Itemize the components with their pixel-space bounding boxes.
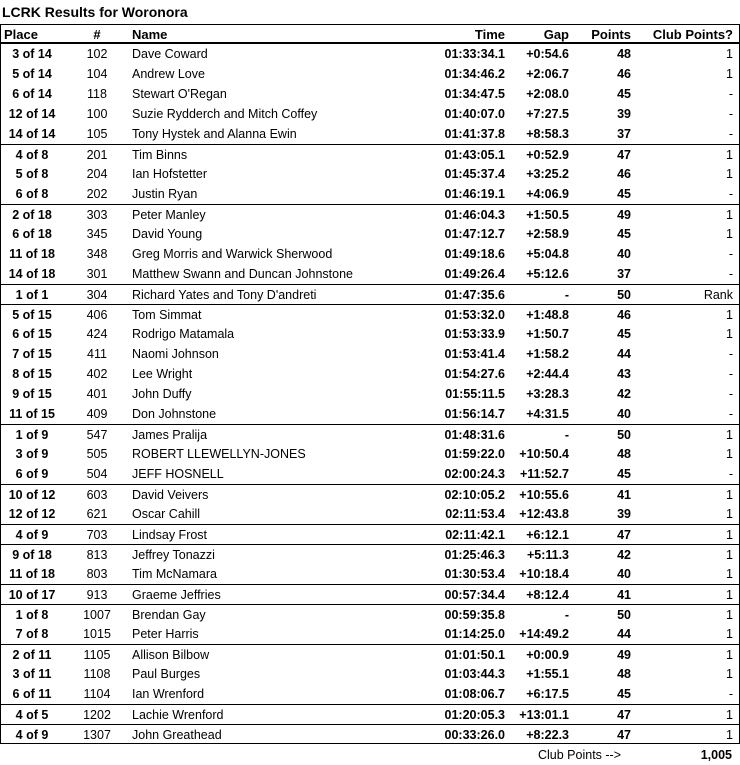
cell-number: 406 — [86, 308, 108, 322]
cell-gap: +1:58.2 — [526, 347, 569, 361]
cell-gap: +5:12.6 — [526, 267, 569, 281]
table-row — [0, 44, 740, 64]
cell-time: 01:14:25.0 — [444, 627, 505, 641]
table-row — [0, 344, 740, 364]
cell-number: 204 — [86, 167, 108, 181]
table-row — [0, 644, 740, 664]
cell-time: 01:43:05.1 — [444, 148, 505, 162]
cell-number: 348 — [86, 247, 108, 261]
cell-club-points: - — [728, 247, 733, 261]
cell-place: 1 of 8 — [15, 608, 49, 622]
cell-club-points: 1 — [726, 507, 733, 521]
table-row — [0, 84, 740, 104]
cell-points: 49 — [617, 648, 631, 662]
cell-number: 409 — [86, 407, 108, 421]
table-row — [0, 684, 740, 704]
cell-time: 01:53:32.0 — [444, 308, 505, 322]
table-row — [0, 124, 740, 144]
table-row — [0, 604, 740, 624]
table-header — [0, 24, 740, 44]
cell-number: 402 — [86, 367, 108, 381]
cell-name: Greg Morris and Warwick Sherwood — [132, 247, 333, 261]
cell-time: 01:48:31.6 — [444, 428, 505, 442]
cell-place: 14 of 14 — [8, 127, 56, 141]
cell-gap: +8:58.3 — [526, 127, 569, 141]
cell-number: 1307 — [83, 728, 111, 742]
cell-points: 49 — [617, 208, 631, 222]
header-gap: Gap — [543, 27, 569, 42]
cell-place: 6 of 11 — [12, 687, 52, 701]
cell-club-points: 1 — [726, 428, 733, 442]
cell-gap: +8:22.3 — [526, 728, 569, 742]
cell-points: 39 — [617, 507, 631, 521]
cell-name: Ian Hofstetter — [132, 167, 208, 181]
cell-time: 00:59:35.8 — [444, 608, 505, 622]
cell-place: 1 of 1 — [15, 288, 49, 302]
table-row — [0, 324, 740, 344]
cell-points: 50 — [617, 608, 631, 622]
cell-gap: +5:04.8 — [526, 247, 569, 261]
table-row — [0, 624, 740, 644]
cell-number: 1015 — [83, 627, 111, 641]
header-name: Name — [132, 27, 168, 42]
table-body — [0, 44, 740, 744]
cell-place: 4 of 9 — [15, 728, 49, 742]
table-footer — [0, 745, 740, 765]
table-row — [0, 524, 740, 544]
cell-points: 41 — [617, 588, 631, 602]
table-row — [0, 64, 740, 84]
table-row — [0, 384, 740, 404]
cell-time: 01:56:14.7 — [444, 407, 505, 421]
cell-club-points: - — [728, 127, 733, 141]
cell-points: 40 — [617, 247, 631, 261]
cell-points: 48 — [617, 447, 631, 461]
table-row — [0, 484, 740, 504]
cell-place: 14 of 18 — [8, 267, 56, 281]
cell-name: Tim McNamara — [132, 567, 217, 581]
cell-name: ROBERT LLEWELLYN-JONES — [132, 447, 306, 461]
cell-name: Ian Wrenford — [132, 687, 205, 701]
cell-gap: +6:12.1 — [526, 528, 569, 542]
table-row — [0, 464, 740, 484]
cell-club-points: 1 — [726, 728, 733, 742]
cell-time: 02:10:05.2 — [444, 488, 505, 502]
cell-number: 1007 — [83, 608, 111, 622]
cell-club-points: 1 — [726, 47, 733, 61]
cell-gap: +4:06.9 — [526, 187, 569, 201]
cell-number: 913 — [86, 588, 108, 602]
cell-points: 47 — [617, 728, 631, 742]
page-title: LCRK Results for Woronora — [2, 4, 188, 20]
cell-gap: +0:54.6 — [526, 47, 569, 61]
cell-points: 50 — [617, 288, 631, 302]
cell-gap: +5:11.3 — [526, 548, 569, 562]
cell-gap: +2:44.4 — [526, 367, 569, 381]
table-row — [0, 444, 740, 464]
cell-gap: +11:52.7 — [519, 467, 569, 481]
cell-gap: +1:48.8 — [526, 308, 569, 322]
cell-points: 45 — [617, 87, 631, 101]
cell-number: 304 — [86, 288, 108, 302]
cell-number: 201 — [86, 148, 108, 162]
cell-time: 02:11:42.1 — [445, 528, 505, 542]
cell-time: 01:46:04.3 — [444, 208, 505, 222]
cell-time: 01:25:46.3 — [444, 548, 505, 562]
cell-club-points: 1 — [726, 548, 733, 562]
cell-place: 6 of 15 — [12, 327, 52, 341]
cell-points: 45 — [617, 467, 631, 481]
cell-gap: +10:55.6 — [519, 488, 569, 502]
cell-time: 00:33:26.0 — [444, 728, 505, 742]
cell-number: 547 — [86, 428, 108, 442]
cell-club-points: 1 — [726, 528, 733, 542]
table-row — [0, 304, 740, 324]
cell-points: 45 — [617, 227, 631, 241]
cell-club-points: 1 — [726, 227, 733, 241]
cell-name: Dave Coward — [132, 47, 208, 61]
cell-points: 39 — [617, 107, 631, 121]
cell-points: 48 — [617, 667, 631, 681]
table-row — [0, 404, 740, 424]
cell-time: 01:08:06.7 — [444, 687, 505, 701]
cell-name: John Duffy — [132, 387, 192, 401]
cell-place: 9 of 15 — [12, 387, 52, 401]
cell-number: 202 — [86, 187, 108, 201]
cell-points: 47 — [617, 708, 631, 722]
cell-club-points: 1 — [726, 567, 733, 581]
cell-place: 12 of 14 — [8, 107, 56, 121]
cell-time: 01:34:47.5 — [444, 87, 505, 101]
cell-number: 813 — [86, 548, 108, 562]
table-row — [0, 204, 740, 224]
cell-club-points: 1 — [726, 608, 733, 622]
cell-place: 2 of 18 — [12, 208, 52, 222]
club-points-total: 1,005 — [700, 748, 732, 762]
cell-time: 01:53:33.9 — [444, 327, 505, 341]
header-club-points: Club Points? — [652, 27, 733, 42]
cell-club-points: 1 — [726, 708, 733, 722]
cell-club-points: Rank — [703, 288, 733, 302]
cell-name: Tim Binns — [132, 148, 188, 162]
table-row — [0, 104, 740, 124]
table-row — [0, 144, 740, 164]
cell-points: 46 — [617, 67, 631, 81]
cell-points: 45 — [617, 187, 631, 201]
cell-name: Matthew Swann and Duncan Johnstone — [132, 267, 353, 281]
cell-club-points: 1 — [726, 167, 733, 181]
cell-club-points: 1 — [726, 148, 733, 162]
cell-place: 9 of 18 — [12, 548, 52, 562]
table-row — [0, 724, 740, 744]
cell-name: Lachie Wrenford — [132, 708, 224, 722]
cell-place: 3 of 11 — [12, 667, 52, 681]
header-time: Time — [474, 27, 505, 42]
cell-place: 6 of 9 — [15, 467, 49, 481]
cell-gap: +10:18.4 — [519, 567, 569, 581]
cell-place: 6 of 8 — [15, 187, 49, 201]
cell-place: 10 of 17 — [8, 588, 56, 602]
cell-time: 00:57:34.4 — [444, 588, 505, 602]
cell-time: 01:46:19.1 — [444, 187, 505, 201]
cell-name: Justin Ryan — [132, 187, 198, 201]
cell-number: 703 — [86, 528, 108, 542]
cell-number: 102 — [86, 47, 108, 61]
cell-name: Peter Harris — [132, 627, 199, 641]
cell-gap: +8:12.4 — [526, 588, 569, 602]
cell-points: 46 — [617, 308, 631, 322]
cell-gap: +3:25.2 — [526, 167, 569, 181]
table-row — [0, 264, 740, 284]
cell-points: 45 — [617, 687, 631, 701]
cell-time: 01:49:18.6 — [444, 247, 505, 261]
cell-time: 01:01:50.1 — [444, 648, 505, 662]
results-table — [0, 24, 740, 744]
cell-club-points: - — [728, 347, 733, 361]
cell-place: 11 of 18 — [9, 247, 55, 261]
cell-name: Peter Manley — [132, 208, 206, 222]
table-row — [0, 564, 740, 584]
cell-place: 6 of 14 — [12, 87, 52, 101]
cell-place: 3 of 9 — [15, 447, 49, 461]
cell-name: Tom Simmat — [132, 308, 202, 322]
cell-gap: +2:08.0 — [526, 87, 569, 101]
cell-number: 401 — [86, 387, 108, 401]
cell-place: 5 of 14 — [12, 67, 52, 81]
cell-points: 47 — [617, 148, 631, 162]
cell-number: 1108 — [83, 667, 111, 681]
cell-club-points: 1 — [726, 488, 733, 502]
cell-name: Andrew Love — [132, 67, 205, 81]
cell-club-points: 1 — [726, 648, 733, 662]
cell-points: 44 — [617, 627, 631, 641]
cell-time: 01:45:37.4 — [444, 167, 505, 181]
cell-club-points: 1 — [726, 447, 733, 461]
cell-points: 50 — [617, 428, 631, 442]
cell-place: 4 of 8 — [15, 148, 49, 162]
cell-club-points: 1 — [726, 588, 733, 602]
cell-place: 6 of 18 — [12, 227, 52, 241]
cell-club-points: - — [728, 407, 733, 421]
cell-time: 01:47:35.6 — [444, 288, 505, 302]
cell-club-points: - — [728, 367, 733, 381]
cell-place: 10 of 12 — [8, 488, 56, 502]
cell-number: 345 — [86, 227, 108, 241]
cell-points: 45 — [617, 327, 631, 341]
cell-place: 11 of 15 — [9, 407, 55, 421]
cell-name: Brendan Gay — [132, 608, 206, 622]
cell-gap: +0:00.9 — [526, 648, 569, 662]
cell-gap: +1:50.7 — [526, 327, 569, 341]
cell-name: Tony Hystek and Alanna Ewin — [132, 127, 297, 141]
cell-points: 40 — [617, 407, 631, 421]
cell-name: Jeffrey Tonazzi — [132, 548, 215, 562]
table-row — [0, 504, 740, 524]
cell-gap: +7:27.5 — [526, 107, 569, 121]
cell-name: David Veivers — [132, 488, 209, 502]
cell-name: JEFF HOSNELL — [132, 467, 224, 481]
cell-number: 424 — [86, 327, 108, 341]
cell-name: Suzie Rydderch and Mitch Coffey — [132, 107, 318, 121]
cell-gap: - — [564, 608, 569, 622]
cell-gap: +0:52.9 — [526, 148, 569, 162]
cell-points: 41 — [617, 488, 631, 502]
cell-place: 5 of 8 — [15, 167, 49, 181]
cell-points: 48 — [617, 47, 631, 61]
table-row — [0, 224, 740, 244]
cell-name: Lee Wright — [132, 367, 193, 381]
cell-time: 02:00:24.3 — [444, 467, 505, 481]
cell-club-points: - — [728, 467, 733, 481]
cell-gap: +10:50.4 — [519, 447, 569, 461]
header-number: # — [93, 27, 101, 42]
table-row — [0, 584, 740, 604]
table-row — [0, 244, 740, 264]
cell-gap: +1:50.5 — [526, 208, 569, 222]
cell-points: 37 — [617, 267, 631, 281]
cell-time: 02:11:53.4 — [445, 507, 505, 521]
cell-points: 46 — [617, 167, 631, 181]
cell-place: 7 of 15 — [12, 347, 52, 361]
cell-gap: +13:01.1 — [519, 708, 569, 722]
cell-name: David Young — [132, 227, 203, 241]
cell-number: 411 — [87, 347, 107, 361]
cell-time: 01:34:46.2 — [444, 67, 505, 81]
cell-name: Oscar Cahill — [132, 507, 201, 521]
cell-time: 01:33:34.1 — [444, 47, 505, 61]
cell-points: 42 — [617, 548, 631, 562]
cell-club-points: - — [728, 107, 733, 121]
cell-points: 42 — [617, 387, 631, 401]
cell-name: Naomi Johnson — [132, 347, 219, 361]
cell-name: John Greathead — [132, 728, 222, 742]
cell-number: 603 — [86, 488, 108, 502]
cell-points: 37 — [617, 127, 631, 141]
cell-number: 504 — [86, 467, 108, 481]
cell-time: 01:47:12.7 — [444, 227, 505, 241]
cell-number: 1105 — [83, 648, 111, 662]
cell-gap: +2:58.9 — [526, 227, 569, 241]
table-row — [0, 544, 740, 564]
cell-number: 105 — [86, 127, 108, 141]
cell-time: 01:55:11.5 — [445, 387, 505, 401]
table-row — [0, 284, 740, 304]
table-row — [0, 664, 740, 684]
table-row — [0, 164, 740, 184]
cell-gap: +14:49.2 — [519, 627, 569, 641]
table-row — [0, 364, 740, 384]
cell-place: 3 of 14 — [12, 47, 52, 61]
table-row — [0, 424, 740, 444]
cell-club-points: 1 — [726, 208, 733, 222]
cell-time: 01:30:53.4 — [444, 567, 505, 581]
cell-time: 01:53:41.4 — [444, 347, 505, 361]
cell-gap: +4:31.5 — [526, 407, 569, 421]
cell-points: 47 — [617, 528, 631, 542]
cell-place: 11 of 18 — [9, 567, 55, 581]
cell-club-points: 1 — [726, 308, 733, 322]
cell-points: 44 — [617, 347, 631, 361]
cell-place: 5 of 15 — [12, 308, 52, 322]
cell-time: 01:40:07.0 — [444, 107, 505, 121]
cell-club-points: 1 — [726, 67, 733, 81]
cell-club-points: - — [728, 267, 733, 281]
cell-gap: +1:55.1 — [526, 667, 569, 681]
cell-number: 803 — [86, 567, 108, 581]
cell-name: Don Johnstone — [132, 407, 217, 421]
cell-number: 505 — [86, 447, 108, 461]
header-points: Points — [591, 27, 631, 42]
cell-place: 12 of 12 — [8, 507, 56, 521]
cell-place: 4 of 5 — [15, 708, 49, 722]
cell-club-points: 1 — [726, 667, 733, 681]
cell-gap: - — [564, 288, 569, 302]
cell-time: 01:20:05.3 — [444, 708, 505, 722]
cell-number: 118 — [87, 87, 107, 101]
cell-number: 1104 — [83, 687, 111, 701]
club-points-label: Club Points --> — [538, 748, 622, 762]
cell-club-points: 1 — [726, 327, 733, 341]
cell-name: Allison Bilbow — [132, 648, 210, 662]
cell-place: 8 of 15 — [12, 367, 52, 381]
cell-place: 4 of 9 — [15, 528, 49, 542]
cell-gap: +2:06.7 — [526, 67, 569, 81]
cell-place: 2 of 11 — [12, 648, 52, 662]
cell-name: Lindsay Frost — [132, 528, 208, 542]
cell-points: 43 — [617, 367, 631, 381]
cell-number: 104 — [86, 67, 108, 81]
table-row — [0, 184, 740, 204]
cell-number: 621 — [86, 507, 108, 521]
cell-gap: +3:28.3 — [526, 387, 569, 401]
table-row — [0, 704, 740, 724]
cell-number: 303 — [86, 208, 108, 222]
cell-place: 7 of 8 — [15, 627, 49, 641]
cell-name: Richard Yates and Tony D'andreti — [132, 288, 317, 302]
cell-gap: +12:43.8 — [519, 507, 569, 521]
cell-club-points: - — [728, 87, 733, 101]
cell-points: 40 — [617, 567, 631, 581]
cell-time: 01:54:27.6 — [444, 367, 505, 381]
cell-time: 01:03:44.3 — [444, 667, 505, 681]
cell-club-points: - — [728, 187, 733, 201]
cell-time: 01:59:22.0 — [444, 447, 505, 461]
cell-gap: - — [564, 428, 569, 442]
cell-name: Stewart O'Regan — [132, 87, 227, 101]
cell-name: Graeme Jeffries — [132, 588, 221, 602]
cell-name: Paul Burges — [132, 667, 201, 681]
header-place: Place — [4, 27, 38, 42]
cell-number: 301 — [86, 267, 108, 281]
cell-number: 1202 — [83, 708, 111, 722]
cell-club-points: 1 — [726, 627, 733, 641]
cell-name: Rodrigo Matamala — [132, 327, 235, 341]
cell-name: James Pralija — [132, 428, 208, 442]
cell-time: 01:41:37.8 — [444, 127, 505, 141]
cell-gap: +6:17.5 — [526, 687, 569, 701]
cell-number: 100 — [86, 107, 108, 121]
cell-time: 01:49:26.4 — [444, 267, 505, 281]
cell-club-points: - — [728, 687, 733, 701]
cell-club-points: - — [728, 387, 733, 401]
cell-place: 1 of 9 — [15, 428, 49, 442]
